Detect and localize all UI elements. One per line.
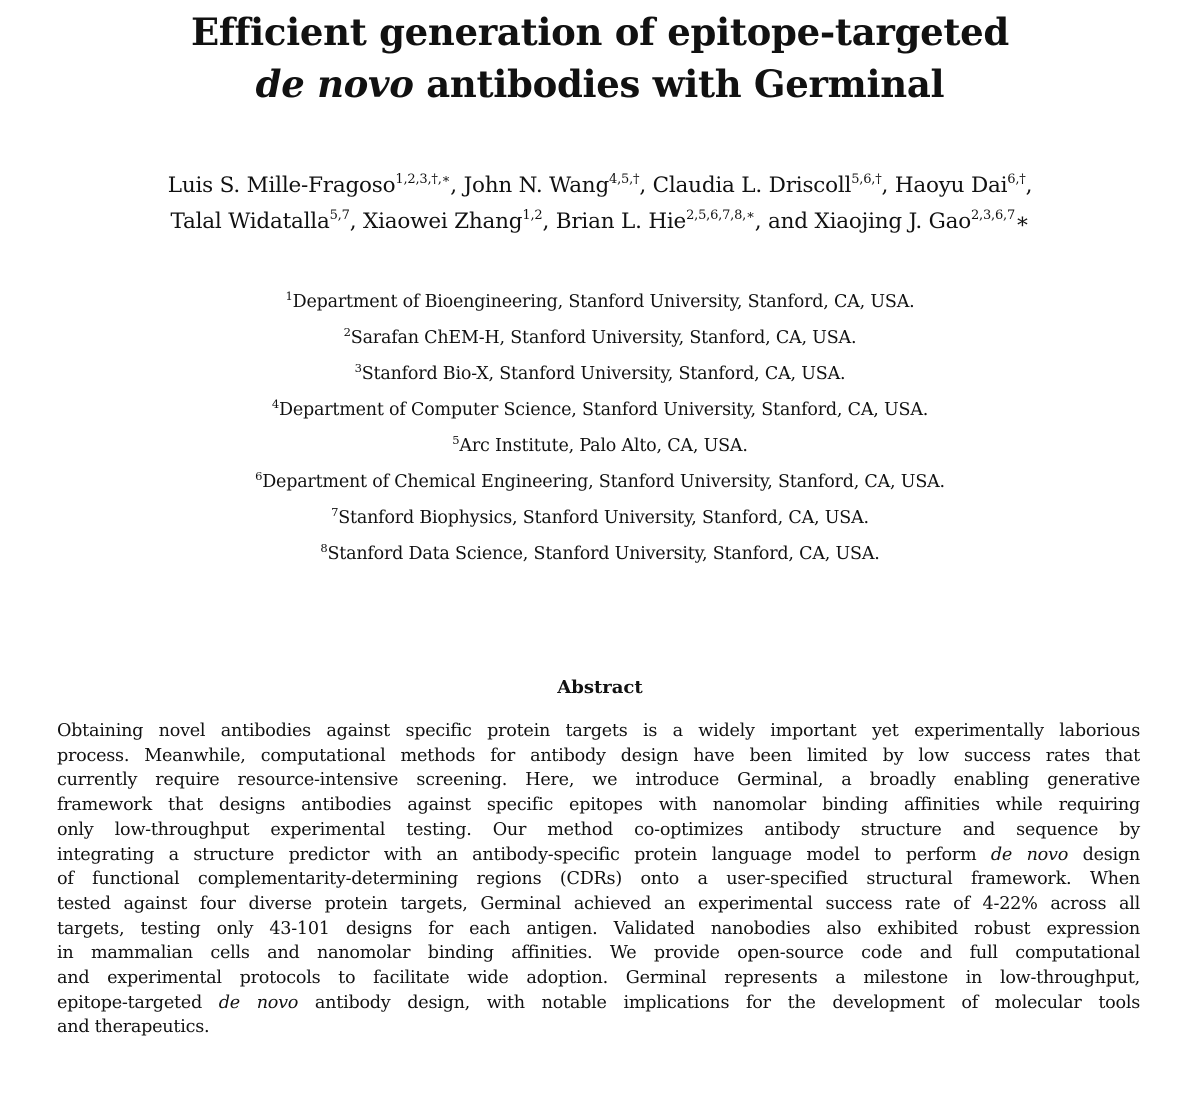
abstract-line [57, 719, 1140, 744]
affiliation-item [0, 500, 1200, 536]
author-affiliation-marks: 1,2 [522, 208, 543, 223]
affiliation-text: Sarafan ChEM-H, Stanford University, Stanford, CA, USA. [350, 328, 857, 348]
author-separator: , [349, 209, 363, 234]
affiliation-text: Arc Institute, Palo Alto, CA, USA. [459, 436, 748, 456]
author-name: Xiaojing J. Gao [814, 209, 971, 234]
affiliation-number: 2 [343, 325, 351, 339]
author-affiliation-marks: 5,6,† [851, 172, 882, 187]
author-separator: , [542, 209, 556, 234]
abstract-line [57, 892, 1140, 917]
author-name: Talal Widatalla [170, 209, 330, 234]
author-affiliation-marks: 2,5,6,7,8,∗ [686, 208, 755, 223]
author-name: Luis S. Mille-Fragoso [167, 173, 396, 198]
affiliation-text: Stanford Data Science, Stanford University, Stanford, CA, USA. [327, 544, 880, 564]
author-name: Claudia L. Driscoll [652, 173, 852, 198]
abstract-text: of functional complementarity-determining regions (CDRs) onto a user-specified structural framework. When [57, 869, 1140, 890]
affiliation-number: 8 [320, 541, 328, 555]
title-line-2 [0, 58, 1200, 110]
abstract-italic-text: de novo [990, 844, 1069, 865]
abstract-line [57, 744, 1140, 769]
abstract-text: antibody design, with notable implications for the development of molecular tools [298, 992, 1140, 1013]
affiliation-item [0, 536, 1200, 572]
abstract-text: and experimental protocols to facilitate wide adoption. Germinal represents a milestone in low-throughput, [57, 968, 1140, 989]
author-line-1 [20, 168, 1180, 204]
author-list [20, 168, 1180, 240]
author-separator: , [450, 173, 464, 198]
affiliation-number: 4 [271, 397, 279, 411]
author-affiliation-marks: 1,2,3,†,∗ [395, 172, 451, 187]
abstract-line [57, 966, 1140, 991]
title-line-2-rest: antibodies with Germinal [413, 62, 945, 106]
title-line-1: Efficient generation of epitope-targeted [191, 10, 1009, 54]
abstract-line [57, 941, 1140, 966]
abstract-text: tested against four diverse protein targets, Germinal achieved an experimental success rate of 4-22% across all [57, 893, 1140, 914]
affiliation-text: Stanford Bio-X, Stanford University, Stanford, CA, USA. [361, 364, 846, 384]
author-affiliation-marks: 2,3,6,7 [970, 208, 1016, 223]
author-separator: , and [754, 209, 815, 234]
affiliation-text: Stanford Biophysics, Stanford University, Stanford, CA, USA. [338, 508, 869, 528]
affiliation-number: 7 [331, 505, 339, 519]
author-separator: , [881, 173, 895, 198]
abstract-line [57, 1015, 1140, 1040]
abstract-text: only low-throughput experimental testing. Our method co-optimizes antibody structure and sequence by [57, 819, 1140, 840]
affiliation-item [0, 356, 1200, 392]
affiliation-number: 5 [452, 433, 460, 447]
author-affiliation-marks: 5,7 [329, 208, 350, 223]
affiliation-item [0, 284, 1200, 320]
abstract-line [57, 867, 1140, 892]
abstract-heading: Abstract [557, 677, 643, 698]
affiliation-item [0, 392, 1200, 428]
abstract-line [57, 768, 1140, 793]
abstract-text: framework that designs antibodies against specific epitopes with nanomolar binding affinities while requiring [57, 795, 1140, 816]
affiliation-number: 6 [255, 469, 263, 483]
affiliation-list [0, 284, 1200, 572]
abstract-text: and therapeutics. [57, 1017, 210, 1038]
abstract-body [57, 719, 1140, 1040]
author-name: John N. Wang [463, 173, 610, 198]
paper-title [0, 6, 1200, 110]
affiliation-text: Department of Bioengineering, Stanford University, Stanford, CA, USA. [292, 292, 915, 312]
abstract-line [57, 991, 1140, 1016]
abstract-text: in mammalian cells and nanomolar binding affinities. We provide open-source code and full computational [57, 943, 1140, 964]
author-affiliation-marks: 6,† [1007, 172, 1026, 187]
title-italic: de novo [255, 62, 414, 106]
author-name: Brian L. Hie [555, 209, 687, 234]
author-affiliation-marks: 4,5,† [609, 172, 640, 187]
abstract-text: design [1068, 844, 1140, 865]
affiliation-text: Department of Computer Science, Stanford University, Stanford, CA, USA. [278, 400, 929, 420]
author-name: Xiaowei Zhang [362, 209, 523, 234]
abstract-line [57, 917, 1140, 942]
abstract-line [57, 793, 1140, 818]
author-separator: , [1025, 173, 1033, 198]
abstract-text: process. Meanwhile, computational methods for antibody design have been limited by low success rates that [57, 745, 1140, 766]
abstract-text: targets, testing only 43-101 designs for each antigen. Validated nanobodies also exhibited robust expression [57, 918, 1140, 939]
abstract-line [57, 843, 1140, 868]
abstract-text: integrating a structure predictor with an antibody-specific protein language model to perform [57, 844, 991, 865]
affiliation-number: 1 [285, 289, 293, 303]
abstract-text: currently require resource-intensive screening. Here, we introduce Germinal, a broadly enabling generative [57, 770, 1140, 791]
author-separator: , [639, 173, 653, 198]
abstract-text: epitope-targeted [57, 992, 219, 1013]
abstract-line [57, 818, 1140, 843]
affiliation-item [0, 464, 1200, 500]
affiliation-text: Department of Chemical Engineering, Stanford University, Stanford, CA, USA. [262, 472, 945, 492]
affiliation-item [0, 428, 1200, 464]
abstract-italic-text: de novo [218, 992, 299, 1013]
affiliation-item [0, 320, 1200, 356]
abstract-text: Obtaining novel antibodies against specific protein targets is a widely important yet experimentally laborious [57, 721, 1140, 741]
affiliation-number: 3 [354, 361, 362, 375]
author-line-2 [20, 204, 1180, 240]
author-separator: ∗ [1015, 209, 1030, 234]
author-name: Haoyu Dai [894, 173, 1008, 198]
